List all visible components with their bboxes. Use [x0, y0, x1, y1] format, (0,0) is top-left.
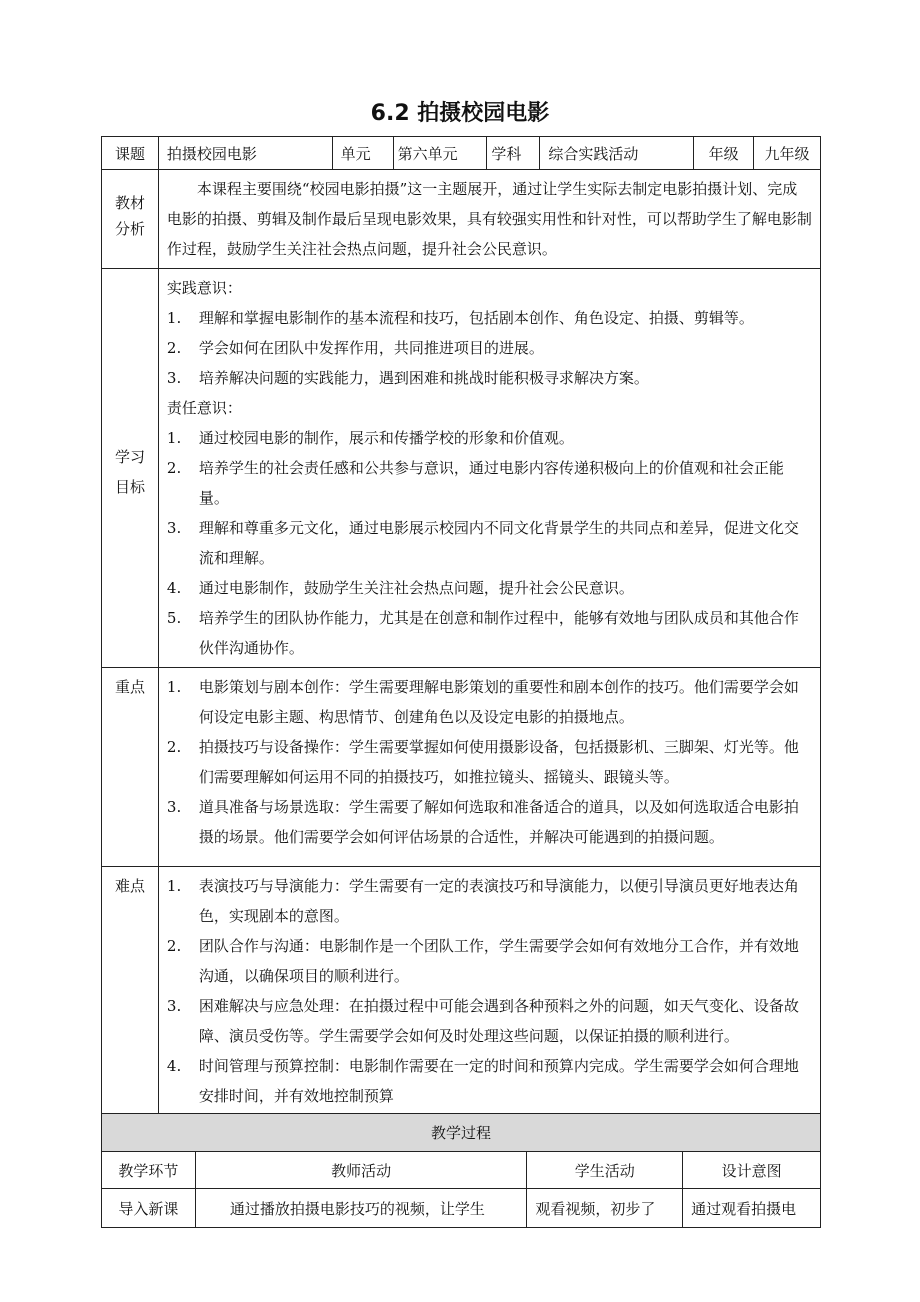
- analysis-label: 教材 分析: [102, 170, 159, 269]
- list-item: 1. 理解和掌握电影制作的基本流程和技巧，包括剧本创作、角色设定、拍摄、剪辑等。: [166, 309, 754, 327]
- list-item: 3. 困难解决与应急处理：在拍摄过程中可能会遇到各种预料之外的问题，如天气变化、设备故障、演员受伤等。学生需要学会如何及时处理这些问题，以保证拍摄的顺利进行。: [166, 997, 799, 1045]
- practice-heading: 实践意识：: [166, 279, 242, 297]
- duty-heading: 责任意识：: [166, 399, 242, 417]
- list-item: 2. 团队合作与沟通：电影制作是一个团队工作，学生需要学会如何有效地分工合作，并有效地沟通，以确保项目的顺利进行。: [166, 937, 799, 985]
- keypoints-cell: [158, 668, 820, 867]
- list-item: 2. 拍摄技巧与设备操作：学生需要掌握如何使用摄影设备，包括摄影机、三脚架、灯光等。他们需要理解如何运用不同的拍摄技巧，如推拉镜头、摇镜头、跟镜头等。: [166, 738, 799, 786]
- objectives-row: [102, 269, 821, 668]
- list-item: 3. 道具准备与场景选取：学生需要了解如何选取和准备适合的道具，以及如何选取适合电影拍摄的场景。他们需要学会如何评估场景的合适性，并解决可能遇到的拍摄问题。: [166, 798, 799, 846]
- list-item: 4. 通过电影制作，鼓励学生关注社会热点问题，提升社会公民意识。: [166, 579, 634, 597]
- unit-key: 单元: [332, 137, 393, 170]
- header-row: [102, 137, 821, 170]
- subject-key: 学科: [487, 137, 540, 170]
- process-band: 教学过程: [102, 1114, 821, 1152]
- grade-key: 年级: [694, 137, 754, 170]
- row-intent: 通过观看拍摄电: [683, 1189, 821, 1228]
- unit-value: 第六单元: [393, 137, 487, 170]
- row-student: 观看视频，初步了: [527, 1189, 683, 1228]
- difficulties-row: [102, 867, 821, 1116]
- row-stage: 导入新课: [102, 1189, 196, 1228]
- list-item: 1. 通过校园电影的制作，展示和传播学校的形象和价值观。: [166, 429, 574, 447]
- keypoints-label: 重点: [102, 668, 159, 867]
- col-teacher: 教师活动: [195, 1152, 527, 1189]
- analysis-text: 本课程主要围绕“校园电影拍摄”这一主题展开，通过让学生实际去制定电影拍摄计划、完成电影的拍摄、剪辑及制作最后呈现电影效果，具有较强实用性和针对性，可以帮助学生了解电影制作过程，鼓励学生关注社会热点问题，提升社会公民意识。: [166, 180, 812, 258]
- list-item: 5. 培养学生的团队协作能力，尤其是在创意和制作过程中，能够有效地与团队成员和其他合作伙伴沟通协作。: [166, 609, 799, 657]
- objectives-label: 学习 目标: [102, 269, 159, 668]
- lesson-info-table: [101, 136, 821, 1116]
- subject-value: 综合实践活动: [540, 137, 694, 170]
- teaching-process-table: [101, 1113, 821, 1228]
- col-stage: 教学环节: [102, 1152, 196, 1189]
- row-teacher: 通过播放拍摄电影技巧的视频，让学生: [195, 1189, 527, 1228]
- page-title: 6.2 拍摄校园电影: [370, 101, 550, 126]
- keypoints-row: [102, 668, 821, 867]
- process-header-row: [102, 1152, 821, 1189]
- analysis-row: [102, 170, 821, 269]
- list-item: 1. 电影策划与剧本创作：学生需要理解电影策划的重要性和剧本创作的技巧。他们需要学会如何设定电影主题、构思情节、创建角色以及设定电影的拍摄地点。: [166, 678, 799, 726]
- list-item: 1. 表演技巧与导演能力：学生需要有一定的表演技巧和导演能力，以便引导演员更好地表达角色，实现剧本的意图。: [166, 877, 799, 925]
- list-item: 3. 理解和尊重多元文化，通过电影展示校园内不同文化背景学生的共同点和差异，促进文化交流和理解。: [166, 519, 799, 567]
- list-item: 4. 时间管理与预算控制：电影制作需要在一定的时间和预算内完成。学生需要学会如何合理地安排时间，并有效地控制预算: [166, 1057, 799, 1105]
- difficulties-cell: [158, 867, 820, 1116]
- list-item: 2. 学会如何在团队中发挥作用，共同推进项目的进展。: [166, 339, 544, 357]
- topic-key: 课题: [102, 137, 159, 170]
- list-item: 3. 培养解决问题的实践能力，遇到困难和挑战时能积极寻求解决方案。: [166, 369, 649, 387]
- list-item: 2. 培养学生的社会责任感和公共参与意识，通过电影内容传递积极向上的价值观和社会正能量。: [166, 459, 784, 507]
- topic-value: 拍摄校园电影: [158, 137, 332, 170]
- col-intent: 设计意图: [683, 1152, 821, 1189]
- difficulties-label: 难点: [102, 867, 159, 1116]
- table-row: [102, 1189, 821, 1228]
- grade-value: 九年级: [754, 137, 821, 170]
- analysis-cell: [158, 170, 820, 269]
- col-student: 学生活动: [527, 1152, 683, 1189]
- objectives-cell: [158, 269, 820, 668]
